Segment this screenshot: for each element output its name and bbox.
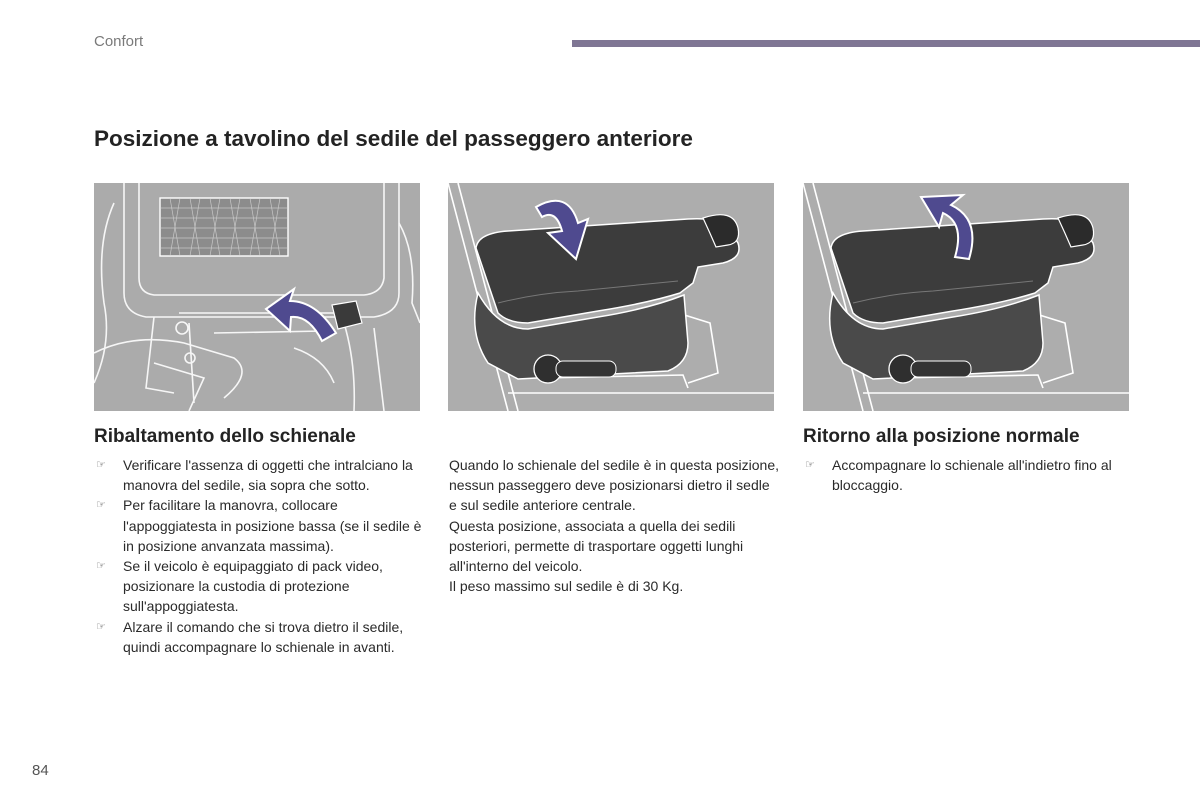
- page-number: 84: [32, 762, 49, 779]
- seat-return-illustration: [803, 183, 1129, 411]
- left-column-bullet-list: [94, 455, 422, 657]
- list-item: [94, 556, 422, 617]
- list-item-text: Alzare il comando che si trova dietro il sedile, quindi accompagnare lo schienale in avanti.: [123, 618, 404, 655]
- list-item: [94, 455, 422, 495]
- page-title: Posizione a tavolino del sedile del passeggero anteriore: [94, 126, 693, 151]
- seat-back-illustration: [94, 183, 420, 411]
- left-column-heading: Ribaltamento dello schienale: [94, 426, 356, 447]
- seat-back-fold-figure: [94, 183, 420, 411]
- section-label: Confort: [94, 33, 144, 50]
- pointing-hand-icon: ☞: [96, 620, 106, 633]
- list-item: [803, 455, 1133, 495]
- header-accent-bar: [572, 40, 1200, 47]
- list-item-text: Accompagnare lo schienale all'indietro fino al bloccaggio.: [832, 457, 1112, 494]
- list-item-text: Verificare l'assenza di oggetti che intralciano la manovra del sedile, sia sopra che sotto.: [123, 457, 413, 494]
- seat-table-position-figure: [448, 183, 774, 411]
- seat-return-figure: [803, 183, 1129, 411]
- pointing-hand-icon: ☞: [805, 459, 815, 471]
- right-column-bullet-list: [803, 455, 1133, 495]
- seat-folded-illustration: [448, 183, 774, 411]
- pointing-hand-icon: ☞: [96, 459, 106, 471]
- middle-column-text: [449, 455, 779, 596]
- paragraph: Quando lo schienale del sedile è in questa posizione, nessun passeggero deve posizionarsi dietro il sedle e sul sedile anteriore centrale.: [449, 457, 780, 514]
- list-item: [94, 617, 422, 657]
- paragraph: Questa posizione, associata a quella dei sedili posteriori, permette di trasportare oggetti lunghi all'interno del veicolo.: [449, 517, 744, 575]
- pointing-hand-icon: ☞: [96, 499, 106, 512]
- paragraph: Il peso massimo sul sedile è di 30 Kg.: [449, 578, 684, 595]
- list-item-text: Per facilitare la manovra, collocare l'appoggiatesta in posizione bassa (se il sedile è in posizione anvanzata massima).: [123, 497, 422, 554]
- right-column-heading: Ritorno alla posizione normale: [803, 426, 1080, 447]
- list-item: [94, 495, 422, 556]
- list-item-text: Se il veicolo è equipaggiato di pack video, posizionare la custodia di protezione sull'appoggiatesta.: [123, 558, 383, 615]
- pointing-hand-icon: ☞: [96, 560, 106, 573]
